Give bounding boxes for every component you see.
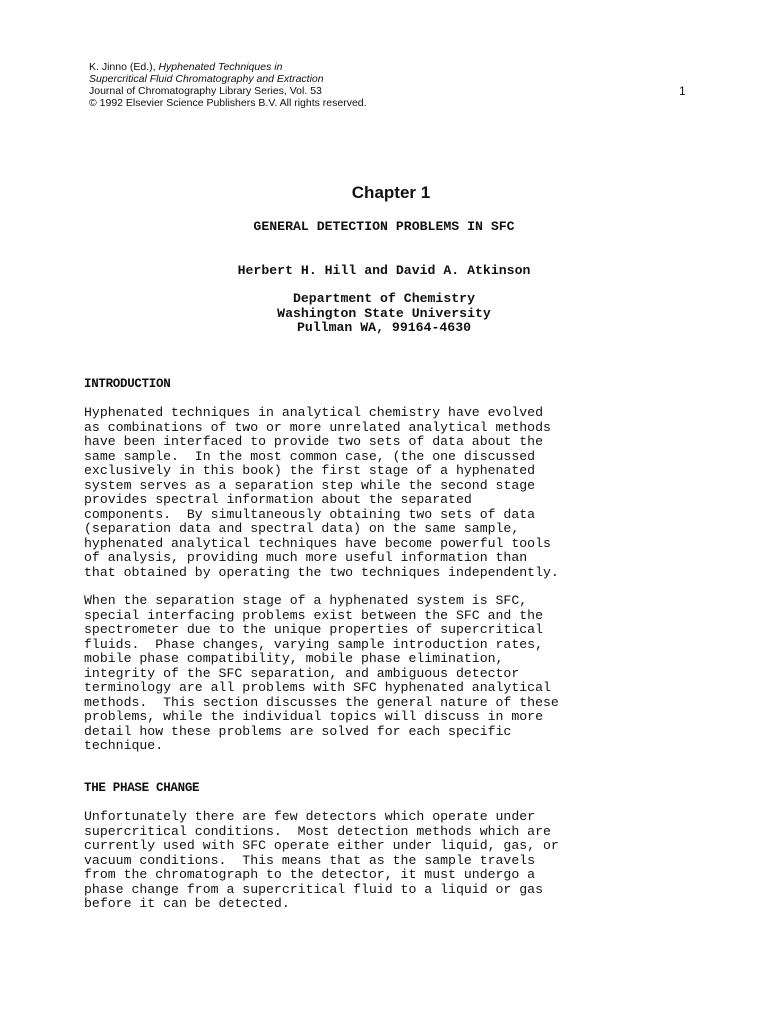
text-line: methods. This section discusses the general nature of these: [84, 694, 559, 710]
text-line: technique.: [84, 738, 164, 753]
text-line: system serves as a separation step while the second stage: [84, 477, 536, 493]
text-line: phase change from a supercritical fluid to a liquid or gas: [84, 881, 543, 897]
citation-book-title: Hyphenated Techniques in: [158, 61, 283, 73]
text-line: before it can be detected.: [84, 896, 290, 911]
text-line: from the chromatograph to the detector, it must undergo a: [84, 867, 536, 882]
text-line: Unfortunately there are few detectors which operate under: [84, 809, 536, 824]
authors: Herbert H. Hill and David A. Atkinson: [237, 263, 531, 278]
introduction-paragraph-1: [84, 406, 684, 580]
text-line: of analysis, providing much more useful information than: [84, 550, 528, 565]
section-heading-introduction: INTRODUCTION: [84, 377, 171, 391]
phase-change-paragraph-1: [84, 810, 684, 912]
citation-editor: K. Jinno (Ed.),: [89, 61, 159, 73]
citation-line-4: © 1992 Elsevier Science Publishers B.V. All rights reserved.: [89, 97, 367, 109]
text-line: problems, while the individual topics will discuss in more: [84, 709, 543, 724]
text-line: provides spectral information about the separated: [84, 492, 472, 507]
text-line: components. By simultaneously obtaining two sets of data: [84, 506, 536, 522]
text-line: Hyphenated techniques in analytical chemistry have evolved: [84, 405, 543, 420]
text-line: fluids. Phase changes, varying sample introduction rates,: [84, 636, 543, 652]
text-line: (separation data and spectral data) on the same sample,: [84, 521, 520, 536]
text-line: detail how these problems are solved for each specific: [84, 723, 512, 739]
text-line: special interfacing problems exist between the SFC and the: [84, 607, 543, 623]
text-line: currently used with SFC operate either under liquid, gas, or: [84, 838, 559, 853]
page-number: 1: [679, 84, 686, 98]
text-line: hyphenated analytical techniques have become powerful tools: [84, 535, 551, 551]
text-line: terminology are all problems with SFC hyphenated analytical: [84, 680, 551, 695]
chapter-heading: Chapter 1: [351, 183, 431, 202]
paper-title: GENERAL DETECTION PROBLEMS IN SFC: [253, 219, 515, 234]
section-heading-phase-change: THE PHASE CHANGE: [84, 781, 200, 795]
text-line: have been interfaced to provide two sets of data about the: [84, 434, 543, 449]
citation-block: [89, 61, 549, 109]
text-line: exclusively in this book) the first stage of a hyphenated: [84, 463, 536, 478]
citation-line-1: [89, 61, 549, 73]
text-line: When the separation stage of a hyphenated system is SFC,: [84, 593, 528, 608]
text-line: as combinations of two or more unrelated analytical methods: [84, 419, 551, 435]
affiliation-department: Department of Chemistry: [292, 291, 476, 306]
introduction-paragraph-2: [84, 594, 684, 754]
affiliation-city: Pullman WA, 99164-4630: [296, 320, 472, 335]
citation-line-2: Supercritical Fluid Chromatography and Extraction: [89, 73, 324, 85]
text-line: vacuum conditions. This means that as the sample travels: [84, 852, 536, 868]
citation-line-3: Journal of Chromatography Library Series, Vol. 53: [89, 85, 322, 97]
text-line: integrity of the SFC separation, and ambiguous detector: [84, 665, 520, 681]
text-line: same sample. In the most common case, (the one discussed: [84, 448, 536, 464]
text-line: supercritical conditions. Most detection methods which are: [84, 823, 551, 839]
affiliation-university: Washington State University: [277, 306, 491, 321]
text-line: spectrometer due to the unique properties of supercritical: [84, 622, 543, 637]
text-line: that obtained by operating the two techniques independently.: [84, 564, 559, 580]
text-line: mobile phase compatibility, mobile phase elimination,: [84, 651, 504, 666]
